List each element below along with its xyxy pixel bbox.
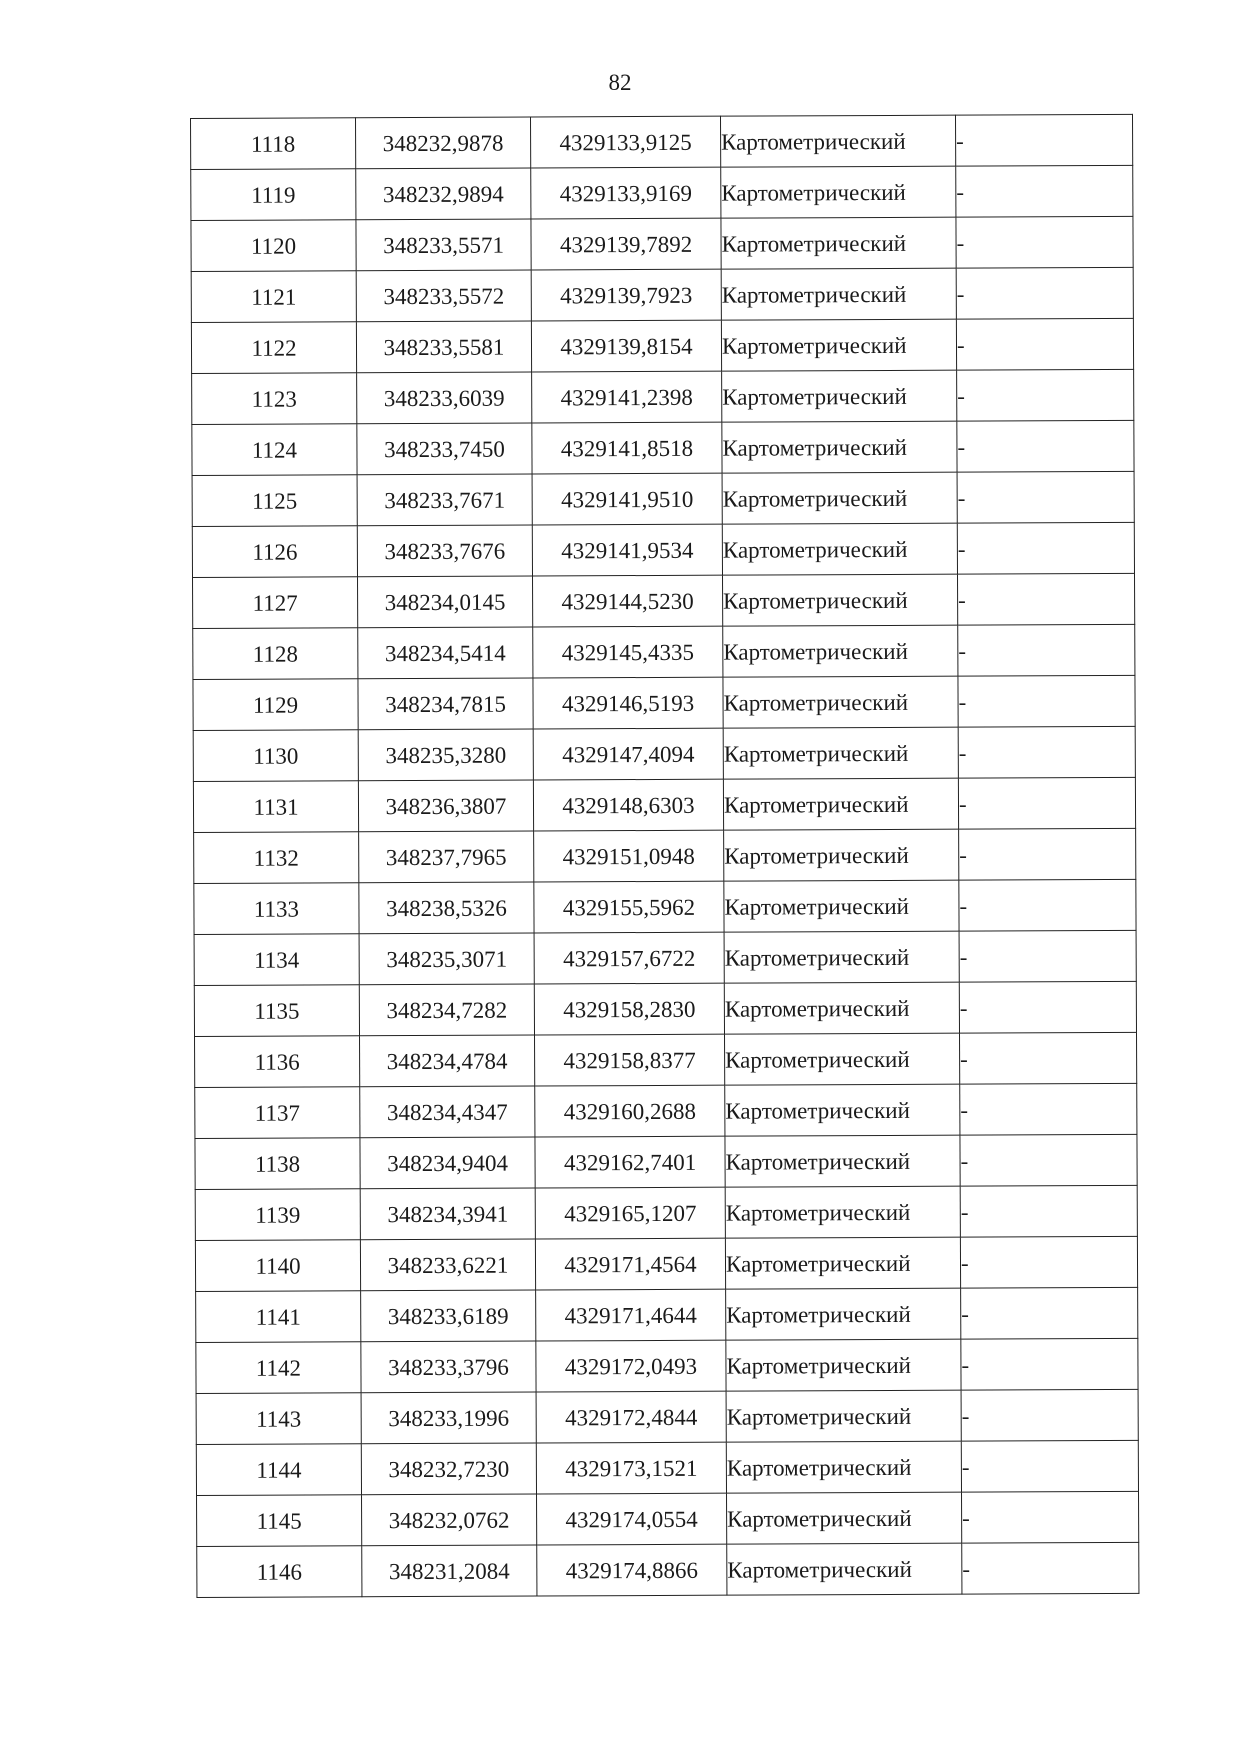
method-cell: Картометрический [723, 778, 958, 830]
method-cell: Картометрический [723, 727, 958, 779]
y-coordinate-cell: 4329174,0554 [537, 1493, 727, 1545]
note-cell: - [960, 1032, 1137, 1084]
method-cell: Картометрический [722, 370, 957, 422]
table-row [195, 1134, 1137, 1189]
table-row [195, 1185, 1137, 1240]
x-coordinate-cell: 348233,6039 [357, 372, 532, 424]
table-row [194, 828, 1136, 883]
x-coordinate-cell: 348232,9894 [356, 168, 531, 220]
x-coordinate-cell: 348234,0145 [358, 576, 533, 628]
point-number-cell: 1127 [193, 577, 358, 629]
note-cell: - [960, 1134, 1137, 1186]
table-row [193, 624, 1135, 679]
y-coordinate-cell: 4329133,9169 [531, 167, 721, 219]
note-cell: - [955, 114, 1132, 166]
note-cell: - [961, 1338, 1138, 1390]
point-number-cell: 1121 [191, 271, 356, 323]
note-cell: - [960, 1236, 1137, 1288]
method-cell: Картометрический [721, 319, 956, 371]
table-row [195, 1032, 1137, 1087]
point-number-cell: 1120 [191, 220, 356, 272]
note-cell: - [956, 165, 1133, 217]
point-number-cell: 1125 [192, 475, 357, 527]
table-row [192, 522, 1134, 577]
point-number-cell: 1142 [196, 1342, 361, 1394]
y-coordinate-cell: 4329172,4844 [536, 1391, 726, 1443]
note-cell: - [957, 522, 1134, 574]
x-coordinate-cell: 348234,4347 [360, 1086, 535, 1138]
y-coordinate-cell: 4329155,5962 [534, 881, 724, 933]
method-cell: Картометрический [724, 931, 959, 983]
method-cell: Картометрический [725, 1237, 960, 1289]
x-coordinate-cell: 348233,6221 [360, 1239, 535, 1291]
table-row [194, 930, 1136, 985]
x-coordinate-cell: 348234,7815 [358, 678, 533, 730]
x-coordinate-cell: 348232,9878 [356, 117, 531, 169]
x-coordinate-cell: 348234,9404 [360, 1137, 535, 1189]
point-number-cell: 1143 [196, 1393, 361, 1445]
y-coordinate-cell: 4329139,7892 [531, 218, 721, 270]
method-cell: Картометрический [724, 982, 959, 1034]
y-coordinate-cell: 4329157,6722 [534, 932, 724, 984]
method-cell: Картометрический [725, 1186, 960, 1238]
point-number-cell: 1119 [191, 169, 356, 221]
table-row [195, 1083, 1137, 1138]
note-cell: - [958, 777, 1135, 829]
table-row [191, 216, 1133, 271]
point-number-cell: 1136 [195, 1036, 360, 1088]
x-coordinate-cell: 348234,7282 [359, 984, 534, 1036]
method-cell: Картометрический [726, 1390, 961, 1442]
method-cell: Картометрический [726, 1441, 961, 1493]
y-coordinate-cell: 4329172,0493 [536, 1340, 726, 1392]
table-row [193, 726, 1135, 781]
method-cell: Картометрический [723, 676, 958, 728]
y-coordinate-cell: 4329141,8518 [532, 422, 722, 474]
note-cell: - [958, 726, 1135, 778]
point-number-cell: 1145 [197, 1495, 362, 1547]
note-cell: - [957, 471, 1134, 523]
method-cell: Картометрический [722, 421, 957, 473]
point-number-cell: 1129 [193, 679, 358, 731]
x-coordinate-cell: 348233,3796 [361, 1341, 536, 1393]
y-coordinate-cell: 4329133,9125 [530, 116, 720, 168]
point-number-cell: 1138 [195, 1138, 360, 1190]
point-number-cell: 1146 [197, 1546, 362, 1598]
table-row [196, 1389, 1138, 1444]
table-row [191, 267, 1133, 322]
x-coordinate-cell: 348233,6189 [361, 1290, 536, 1342]
y-coordinate-cell: 4329144,5230 [533, 575, 723, 627]
method-cell: Картометрический [725, 1084, 960, 1136]
method-cell: Картометрический [722, 574, 957, 626]
y-coordinate-cell: 4329148,6303 [533, 779, 723, 831]
point-number-cell: 1130 [193, 730, 358, 782]
x-coordinate-cell: 348237,7965 [359, 831, 534, 883]
note-cell: - [956, 318, 1133, 370]
method-cell: Картометрический [722, 523, 957, 575]
y-coordinate-cell: 4329141,2398 [532, 371, 722, 423]
y-coordinate-cell: 4329158,8377 [535, 1034, 725, 1086]
x-coordinate-cell: 348232,0762 [362, 1494, 537, 1546]
x-coordinate-cell: 348238,5326 [359, 882, 534, 934]
method-cell: Картометрический [727, 1492, 962, 1544]
note-cell: - [957, 573, 1134, 625]
note-cell: - [962, 1491, 1139, 1543]
table-row [197, 1491, 1139, 1546]
x-coordinate-cell: 348233,1996 [361, 1392, 536, 1444]
method-cell: Картометрический [725, 1135, 960, 1187]
table-row [191, 114, 1133, 169]
x-coordinate-cell: 348233,7671 [357, 474, 532, 526]
x-coordinate-cell: 348233,5571 [356, 219, 531, 271]
note-cell: - [961, 1389, 1138, 1441]
method-cell: Картометрический [724, 829, 959, 881]
point-number-cell: 1134 [194, 934, 359, 986]
coordinates-table [190, 114, 1139, 1598]
y-coordinate-cell: 4329160,2688 [535, 1085, 725, 1137]
table-row [192, 471, 1134, 526]
y-coordinate-cell: 4329165,1207 [535, 1187, 725, 1239]
table-row [196, 1440, 1138, 1495]
method-cell: Картометрический [726, 1288, 961, 1340]
method-cell: Картометрический [726, 1339, 961, 1391]
y-coordinate-cell: 4329162,7401 [535, 1136, 725, 1188]
y-coordinate-cell: 4329139,7923 [531, 269, 721, 321]
method-cell: Картометрический [724, 880, 959, 932]
table-row [192, 369, 1134, 424]
table-row [197, 1542, 1139, 1597]
coordinates-table-body [191, 114, 1139, 1597]
y-coordinate-cell: 4329146,5193 [533, 677, 723, 729]
page-number: 82 [608, 70, 632, 95]
x-coordinate-cell: 348234,4784 [360, 1035, 535, 1087]
note-cell: - [959, 828, 1136, 880]
x-coordinate-cell: 348236,3807 [358, 780, 533, 832]
y-coordinate-cell: 4329171,4644 [536, 1289, 726, 1341]
note-cell: - [960, 1083, 1137, 1135]
x-coordinate-cell: 348232,7230 [361, 1443, 536, 1495]
table-row [191, 318, 1133, 373]
point-number-cell: 1144 [196, 1444, 361, 1496]
note-cell: - [957, 369, 1134, 421]
note-cell: - [962, 1542, 1139, 1594]
x-coordinate-cell: 348233,7676 [357, 525, 532, 577]
note-cell: - [959, 981, 1136, 1033]
point-number-cell: 1131 [193, 781, 358, 833]
method-cell: Картометрический [721, 217, 956, 269]
x-coordinate-cell: 348234,3941 [360, 1188, 535, 1240]
point-number-cell: 1126 [192, 526, 357, 578]
y-coordinate-cell: 4329174,8866 [537, 1544, 727, 1596]
point-number-cell: 1124 [192, 424, 357, 476]
y-coordinate-cell: 4329141,9510 [532, 473, 722, 525]
x-coordinate-cell: 348234,5414 [358, 627, 533, 679]
y-coordinate-cell: 4329158,2830 [534, 983, 724, 1035]
point-number-cell: 1137 [195, 1087, 360, 1139]
x-coordinate-cell: 348235,3280 [358, 729, 533, 781]
note-cell: - [958, 675, 1135, 727]
method-cell: Картометрический [721, 268, 956, 320]
note-cell: - [956, 216, 1133, 268]
note-cell: - [961, 1440, 1138, 1492]
note-cell: - [961, 1287, 1138, 1339]
method-cell: Картометрический [725, 1033, 960, 1085]
note-cell: - [960, 1185, 1137, 1237]
note-cell: - [959, 930, 1136, 982]
point-number-cell: 1139 [195, 1189, 360, 1241]
x-coordinate-cell: 348231,2084 [362, 1545, 537, 1597]
y-coordinate-cell: 4329145,4335 [533, 626, 723, 678]
note-cell: - [957, 420, 1134, 472]
point-number-cell: 1118 [191, 118, 356, 170]
table-row [196, 1338, 1138, 1393]
table-row [195, 1236, 1137, 1291]
method-cell: Картометрический [722, 472, 957, 524]
y-coordinate-cell: 4329151,0948 [534, 830, 724, 882]
note-cell: - [956, 267, 1133, 319]
point-number-cell: 1135 [194, 985, 359, 1037]
y-coordinate-cell: 4329139,8154 [531, 320, 721, 372]
x-coordinate-cell: 348235,3071 [359, 933, 534, 985]
table-row [193, 777, 1135, 832]
y-coordinate-cell: 4329147,4094 [533, 728, 723, 780]
table-row [191, 165, 1133, 220]
point-number-cell: 1123 [192, 373, 357, 425]
table-row [193, 675, 1135, 730]
point-number-cell: 1141 [196, 1291, 361, 1343]
point-number-cell: 1140 [195, 1240, 360, 1292]
x-coordinate-cell: 348233,5572 [356, 270, 531, 322]
y-coordinate-cell: 4329173,1521 [536, 1442, 726, 1494]
point-number-cell: 1122 [191, 322, 356, 374]
point-number-cell: 1128 [193, 628, 358, 680]
method-cell: Картометрический [721, 166, 956, 218]
x-coordinate-cell: 348233,7450 [357, 423, 532, 475]
table-row [193, 573, 1135, 628]
method-cell: Картометрический [723, 625, 958, 677]
note-cell: - [958, 624, 1135, 676]
note-cell: - [959, 879, 1136, 931]
table-row [194, 879, 1136, 934]
point-number-cell: 1133 [194, 883, 359, 935]
y-coordinate-cell: 4329141,9534 [532, 524, 722, 576]
point-number-cell: 1132 [194, 832, 359, 884]
table-row [194, 981, 1136, 1036]
table-row [196, 1287, 1138, 1342]
y-coordinate-cell: 4329171,4564 [535, 1238, 725, 1290]
table-row [192, 420, 1134, 475]
method-cell: Картометрический [720, 115, 955, 167]
method-cell: Картометрический [727, 1543, 962, 1595]
x-coordinate-cell: 348233,5581 [356, 321, 531, 373]
